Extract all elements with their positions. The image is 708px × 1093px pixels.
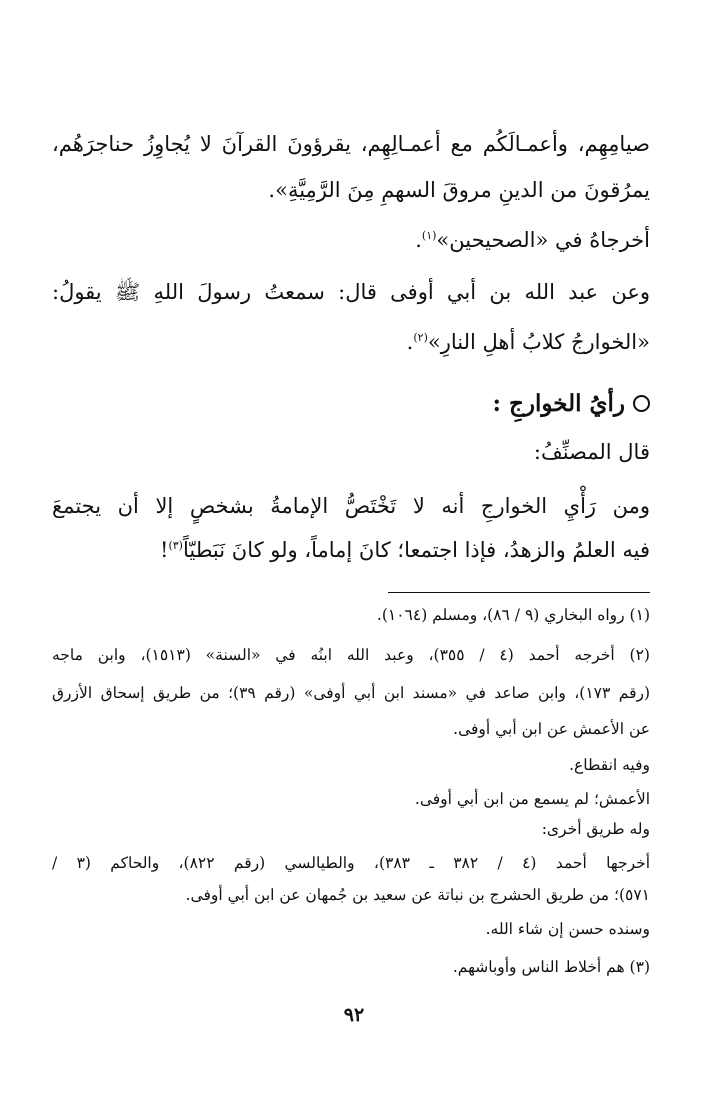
page-number: ٩٢ bbox=[343, 1004, 365, 1026]
circle-bullet-icon bbox=[633, 395, 650, 412]
hadith-text: «الخوارجُ كلابُ أهلِ النارِ» bbox=[427, 330, 650, 354]
line-8-end: ! bbox=[159, 538, 169, 562]
footnote-2-line-7: أخرجها أحمد (٤ / ٣٨٢ ـ ٣٨٣)، والطيالسي (رقم ٨٢٢)، والحاكم (٣ / bbox=[52, 854, 651, 872]
footnote-ref-2[interactable]: (٢) bbox=[413, 331, 428, 344]
footnote-2-line-9: وسنده حسن إن شاء الله. bbox=[485, 920, 650, 938]
section-heading-text: رأيُ الخوارجِ : bbox=[492, 390, 625, 417]
text-line-8 bbox=[52, 538, 650, 563]
text-line-5 bbox=[52, 330, 650, 355]
text-line-2: يمرُقونَ من الدينِ مروقَ السهمِ مِنَ الرَّمِيَّةِ». bbox=[268, 178, 650, 202]
text-line-4: وعن عبد الله بن أبي أوفى قال: سمعتُ رسولَ اللهِ ﷺ يقولُ: bbox=[52, 280, 650, 304]
line-3-end: . bbox=[415, 228, 422, 252]
line-5-end: . bbox=[406, 330, 414, 354]
line-8-text: فيه العلمُ والزهدُ، فإذا اجتمعا؛ كانَ إماماً، ولو كانَ نَبَطيّاً bbox=[182, 538, 650, 562]
text-line-3 bbox=[52, 228, 650, 253]
text-line-1: صيامِهِم، وأعمـالَكُم مع أعمـالِهِم، يقرؤونَ القرآنَ لا يُجاوِزُ حناجرَهُم، bbox=[52, 132, 650, 156]
footnote-1: (١) رواه البخاري (٩ / ٨٦)، ومسلم (١٠٦٤). bbox=[376, 606, 650, 624]
footnote-2-line-5: الأعمش؛ لم يسمع من ابن أبي أوفى. bbox=[414, 790, 650, 808]
footnote-2-line-8: ٥٧١)؛ من طريق الحشرج بن نباتة عن سعيد بن جُمهان عن ابن أبي أوفى. bbox=[185, 886, 650, 904]
section-heading bbox=[493, 390, 650, 417]
footnote-2-line-6: وله طريق أخرى: bbox=[541, 820, 650, 838]
text-line-7: ومن رَأْيِ الخوارجِ أنه لا تَخْتَصُّ الإمامةُ بشخصٍ إلا أن يجتمعَ bbox=[52, 494, 650, 518]
footnote-2-line-3: عن الأعمش عن ابن أبي أوفى. bbox=[453, 720, 650, 738]
footnote-2-line-1: (٢) أخرجه أحمد (٤ / ٣٥٥)، وعبد الله ابنُه في «السنة» (١٥١٣)، وابن ماجه bbox=[52, 646, 650, 664]
footnote-ref-3[interactable]: (٣) bbox=[168, 539, 183, 552]
footnote-divider bbox=[388, 592, 650, 593]
hadith-source: أخرجاهُ في «الصحيحين» bbox=[436, 228, 650, 252]
footnote-ref-1[interactable]: (١) bbox=[421, 229, 437, 242]
footnote-3: (٣) هم أخلاط الناس وأوباشهم. bbox=[452, 958, 650, 976]
footnote-2-line-4: وفيه انقطاع. bbox=[569, 756, 650, 774]
text-line-6: قال المصنِّفُ: bbox=[533, 440, 650, 464]
footnote-2-line-2: (رقم ١٧٣)، وابن صاعد في «مسند ابن أبي أوفى» (رقم ٣٩)؛ من طريق إسحاق الأزرق bbox=[52, 684, 651, 702]
